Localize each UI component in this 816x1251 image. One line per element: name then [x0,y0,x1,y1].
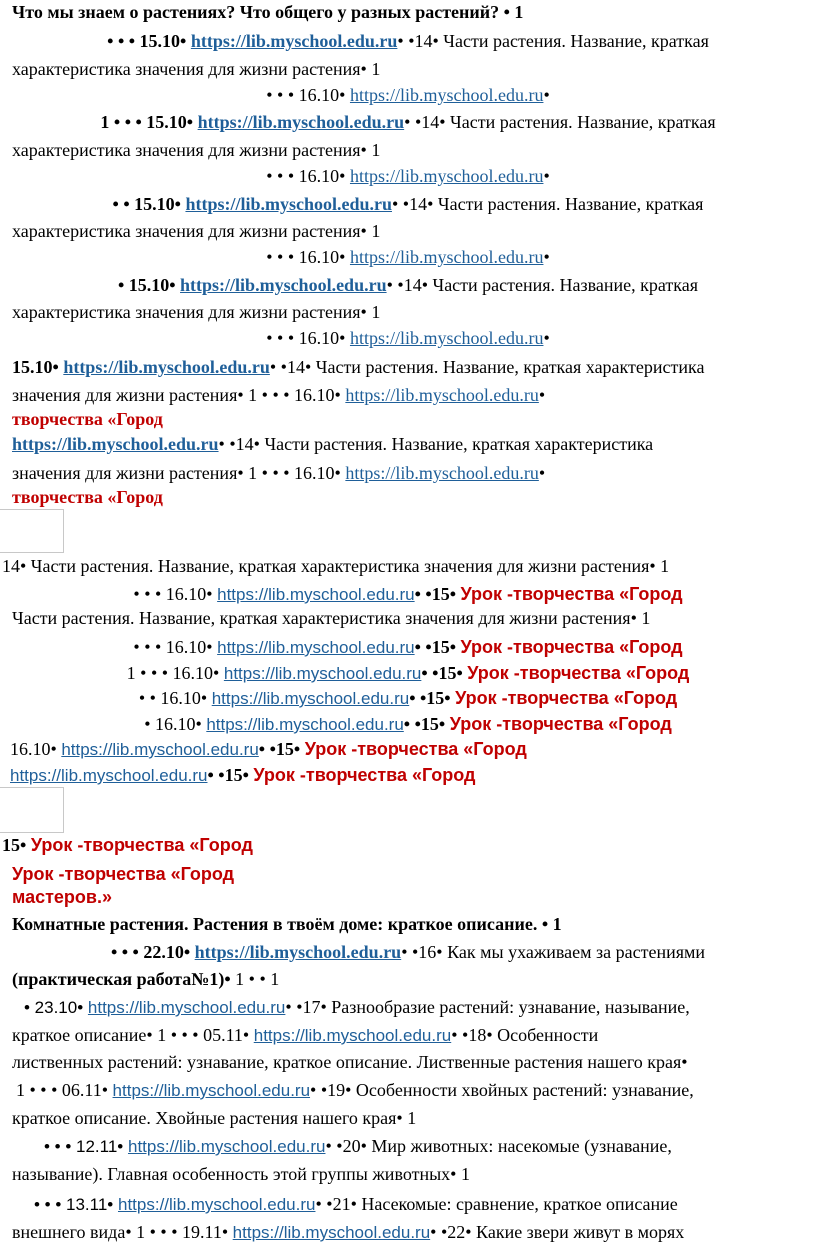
text-line: называние). Главная особенность этой группы животных• 1 [12,1164,470,1184]
text-line: значения для жизни растения• 1 • • • 16.10• https://lib.myschool.edu.ru• [12,463,546,483]
link-myschool[interactable]: https://lib.myschool.edu.ru [194,942,402,962]
text-line: краткое описание. Хвойные растения нашего края• 1 [12,1108,417,1128]
text-line: 16.10• https://lib.myschool.edu.ru• •15• Урок -творчества «Город [10,739,527,759]
link-myschool[interactable]: https://lib.myschool.edu.ru [12,434,219,454]
link-myschool[interactable]: https://lib.myschool.edu.ru [345,385,539,405]
link-myschool[interactable]: https://lib.myschool.edu.ru [253,1026,452,1045]
text-line: 1 • • • 16.10• https://lib.myschool.edu.ru• •15• Урок -творчества «Город [126,663,690,683]
link-myschool[interactable]: https://lib.myschool.edu.ru [349,85,544,105]
heading-line-houseplants: Комнатные растения. Растения в твоём доме: краткое описание. • 1 [12,914,562,934]
empty-table-cell [0,787,64,833]
link-myschool[interactable]: https://lib.myschool.edu.ru [185,194,392,214]
link-myschool[interactable]: https://lib.myschool.edu.ru [61,740,259,759]
text-line: • • 16.10• https://lib.myschool.edu.ru• •15• Урок -творчества «Город [138,688,678,708]
link-myschool[interactable]: https://lib.myschool.edu.ru [217,585,415,604]
text-line: творчества «Город [12,487,163,507]
text-line: • • • 16.10• https://lib.myschool.edu.ru• [266,247,550,267]
link-myschool[interactable]: https://lib.myschool.edu.ru [349,166,544,186]
text-line: • • • 16.10• https://lib.myschool.edu.ru• [266,328,550,348]
link-myschool[interactable]: https://lib.myschool.edu.ru [112,1081,311,1100]
text-line: характеристика значения для жизни растения• 1 [12,221,381,241]
text-line: 1 • • • 06.11• https://lib.myschool.edu.ru• •19• Особенности хвойных растений: узнавание, [16,1080,694,1100]
link-myschool[interactable]: https://lib.myschool.edu.ru [87,998,286,1017]
link-myschool[interactable]: https://lib.myschool.edu.ru [206,715,404,734]
text-line: 15• Урок -творчества «Город [2,835,253,855]
link-myschool[interactable]: https://lib.myschool.edu.ru [127,1137,326,1156]
link-myschool[interactable]: https://lib.myschool.edu.ru [232,1223,431,1242]
text-line: внешнего вида• 1 • • • 19.11• https://lib.myschool.edu.ru• •22• Какие звери живут в морях [12,1222,685,1242]
text-line: характеристика значения для жизни растения• 1 [12,59,381,79]
text-line: • • • 16.10• https://lib.myschool.edu.ru• •15• Урок -творчества «Город [133,584,683,604]
text-line: • • • 13.11• https://lib.myschool.edu.ru• •21• Насекомые: сравнение, краткое описание [34,1194,678,1214]
text-line: https://lib.myschool.edu.ru• •15• Урок -творчества «Город [10,765,476,785]
link-myschool[interactable]: https://lib.myschool.edu.ru [349,247,544,267]
text-line: https://lib.myschool.edu.ru• •14• Части растения. Название, краткая характеристика [12,434,654,454]
text-line: творчества «Город [12,409,163,429]
text-line: • 23.10• https://lib.myschool.edu.ru• •17• Разнообразие растений: узнавание, называние, [24,997,690,1017]
lesson-title-end: мастеров.» [12,887,112,907]
empty-table-cell [0,509,64,553]
link-myschool[interactable]: https://lib.myschool.edu.ru [211,689,410,708]
text-line: значения для жизни растения• 1 • • • 16.10• https://lib.myschool.edu.ru• [12,385,546,405]
text-line: 14• Части растения. Название, краткая характеристика значения для жизни растения• 1 [2,556,670,576]
link-myschool[interactable]: https://lib.myschool.edu.ru [345,463,539,483]
link-myschool[interactable]: https://lib.myschool.edu.ru [217,638,415,657]
text-line: • • • 16.10• https://lib.myschool.edu.ru• •15• Урок -творчества «Город [133,637,683,657]
text-line: • 15.10• https://lib.myschool.edu.ru• •14• Части растения. Название, краткая [117,275,699,295]
lesson-title: Урок -творчества «Город [12,864,235,884]
text-line: 15.10• https://lib.myschool.edu.ru• •14• Части растения. Название, краткая характеристика [12,357,705,377]
heading-line-plants: Что мы знаем о растениях? Что общего у разных растений? • 1 [12,2,524,22]
text-line: • • 15.10• https://lib.myschool.edu.ru• •14• Части растения. Название, краткая [112,194,704,214]
link-myschool[interactable]: https://lib.myschool.edu.ru [180,275,387,295]
text-line: (практическая работа№1)• 1 • • 1 [12,969,280,989]
link-myschool[interactable]: https://lib.myschool.edu.ru [63,357,270,377]
link-myschool[interactable]: https://lib.myschool.edu.ru [190,31,398,51]
text-line: • • • 16.10• https://lib.myschool.edu.ru• [266,166,550,186]
text-line: краткое описание• 1 • • • 05.11• https://lib.myschool.edu.ru• •18• Особенности [12,1025,599,1045]
text-line: • • • 12.11• https://lib.myschool.edu.ru• •20• Мир животных: насекомые (узнавание, [44,1136,672,1156]
link-myschool[interactable]: https://lib.myschool.edu.ru [10,766,208,785]
text-line: характеристика значения для жизни растения• 1 [12,140,381,160]
link-myschool[interactable]: https://lib.myschool.edu.ru [197,112,405,132]
text-line: • 16.10• https://lib.myschool.edu.ru• •15• Урок -творчества «Город [144,714,672,734]
text-line: • • • 16.10• https://lib.myschool.edu.ru• [266,85,550,105]
text-line: характеристика значения для жизни растения• 1 [12,302,381,322]
link-myschool[interactable]: https://lib.myschool.edu.ru [349,328,544,348]
text-line: Части растения. Название, краткая характеристика значения для жизни растения• 1 [12,608,651,628]
text-line: лиственных растений: узнавание, краткое описание. Лиственные растения нашего края• [12,1052,688,1072]
link-myschool[interactable]: https://lib.myschool.edu.ru [223,664,422,683]
text-line: • • • 15.10• https://lib.myschool.edu.ru• •14• Части растения. Название, краткая [107,31,709,51]
text-line: • • • 22.10• https://lib.myschool.edu.ru• •16• Как мы ухаживаем за растениями [110,942,706,962]
text-line: 1 • • • 15.10• https://lib.myschool.edu.ru• •14• Части растения. Название, краткая [100,112,716,132]
link-myschool[interactable]: https://lib.myschool.edu.ru [117,1195,316,1214]
